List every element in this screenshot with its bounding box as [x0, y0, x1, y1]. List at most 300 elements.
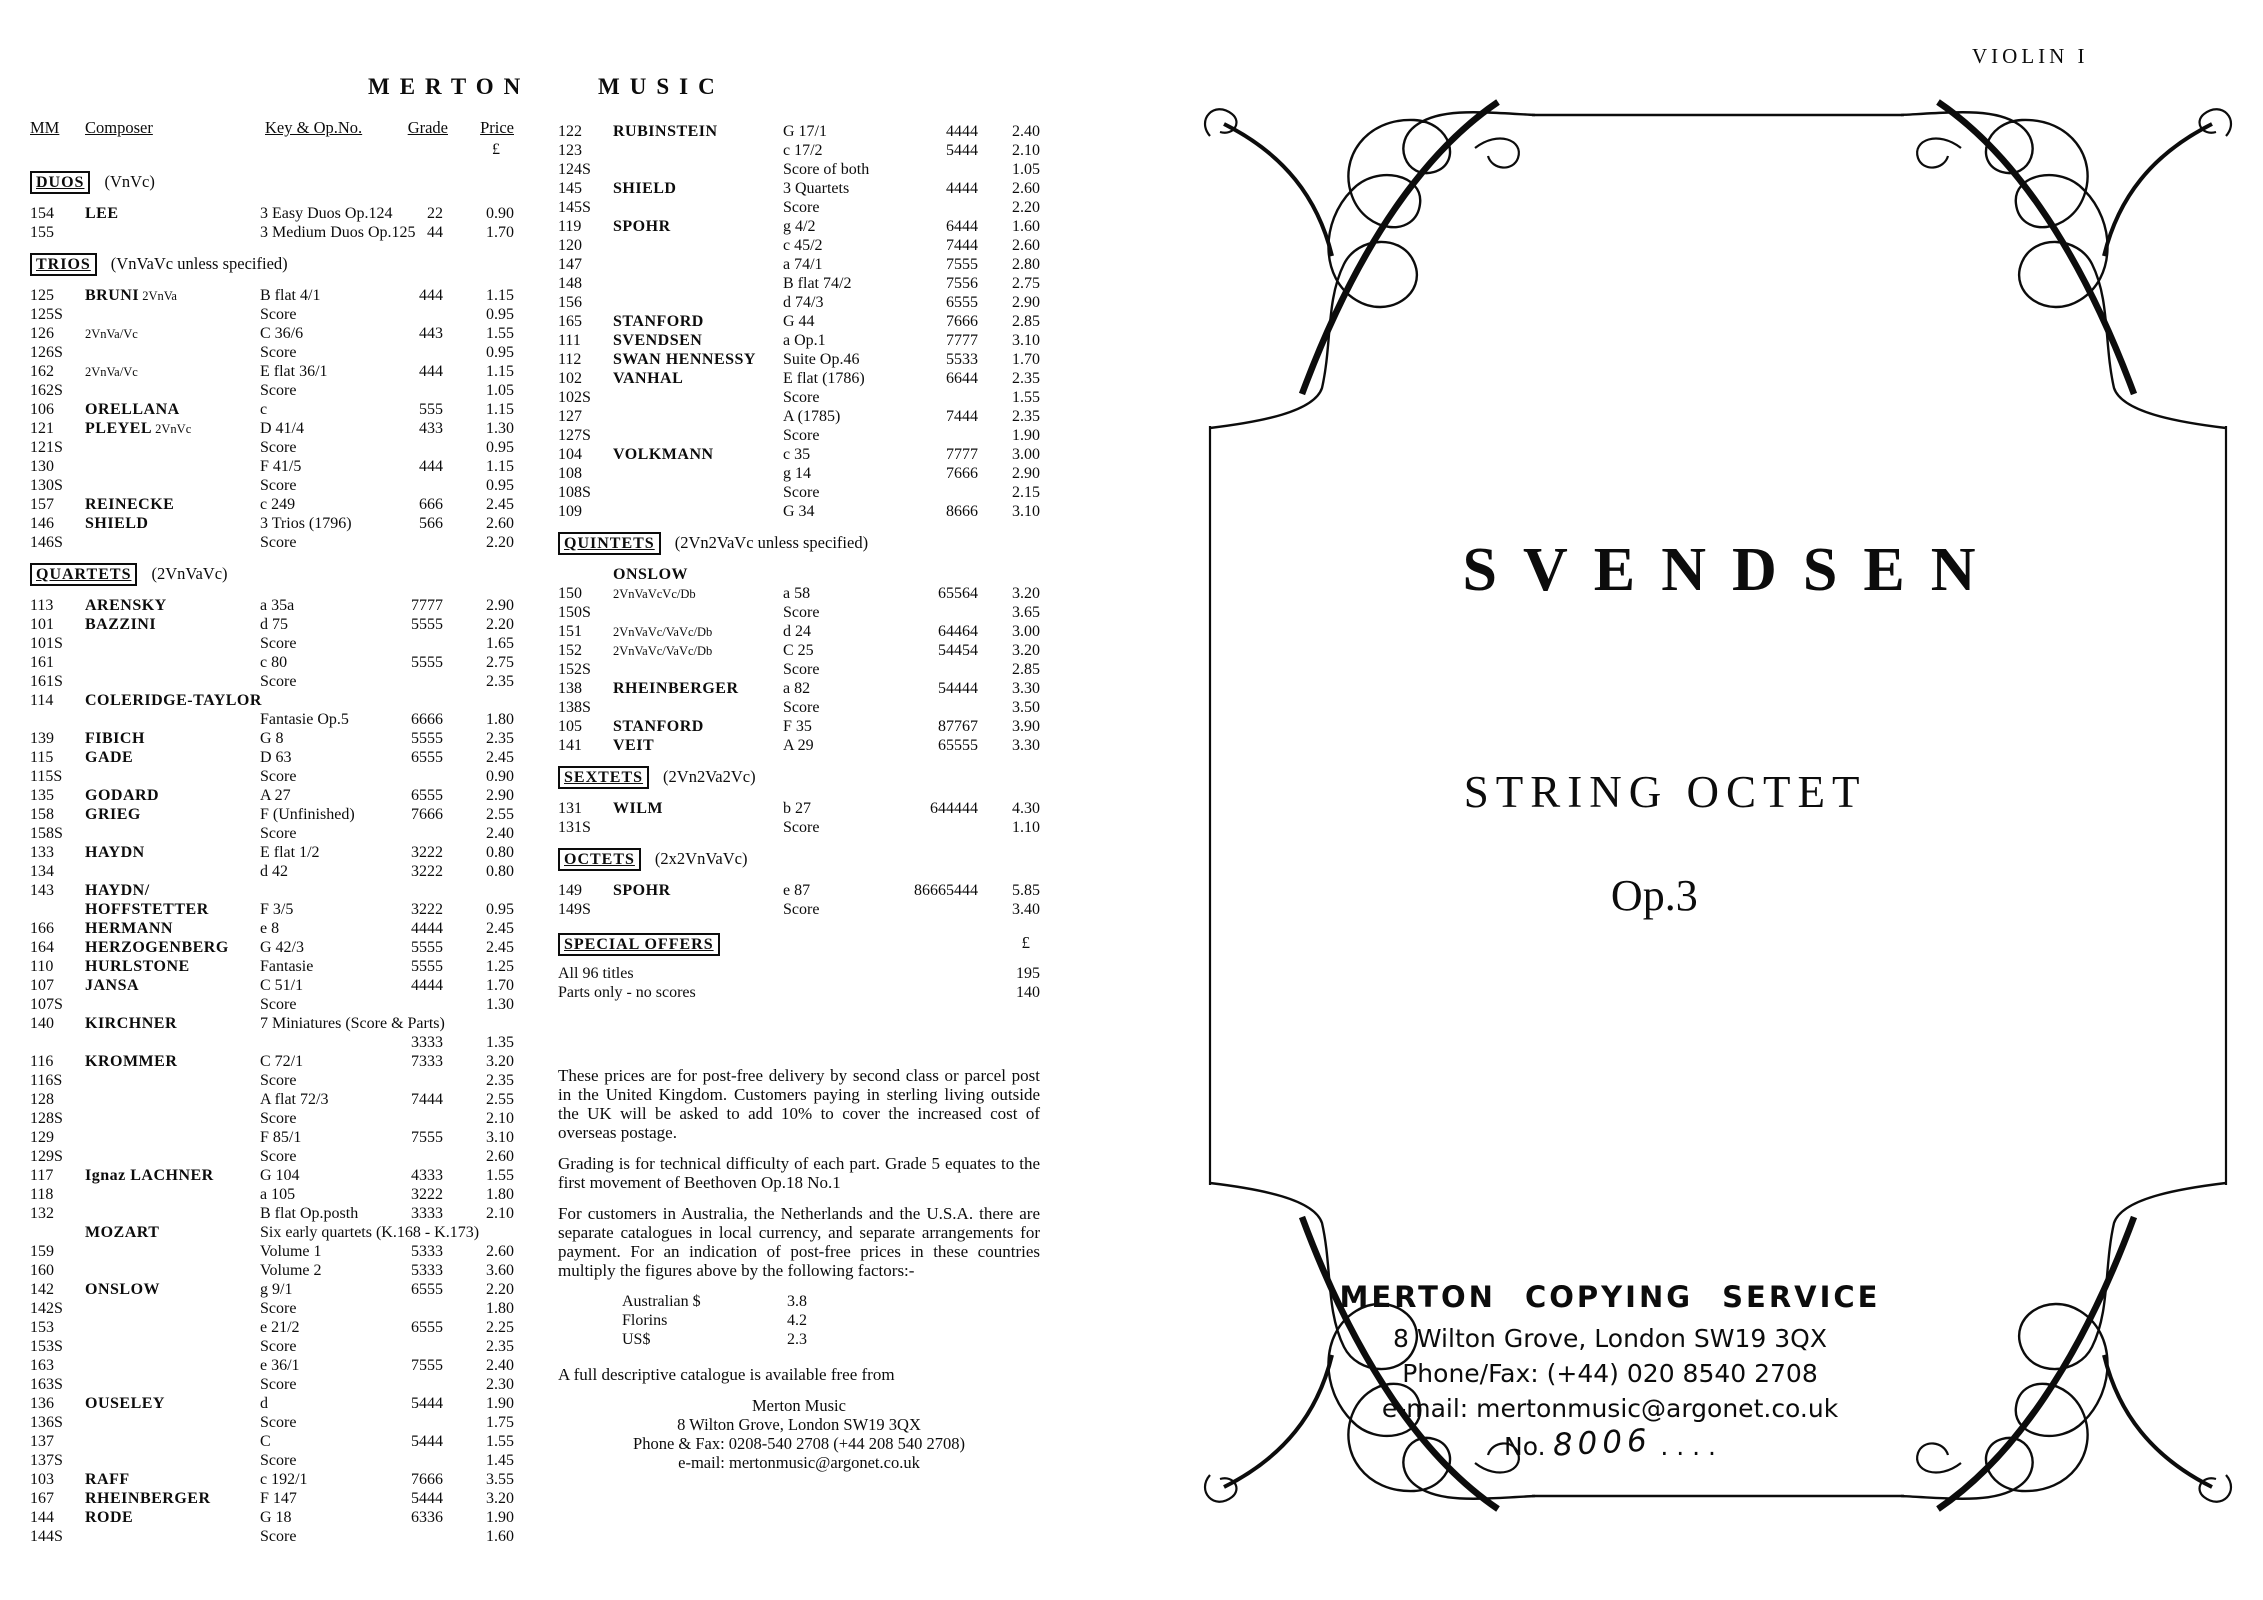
price-cell: 1.55 — [486, 1167, 514, 1184]
key-cell: D 41/4 — [260, 420, 304, 437]
grade-cell: 5533 — [946, 351, 978, 368]
key-cell: Score — [783, 389, 820, 406]
mm-cell: 117 — [30, 1167, 54, 1184]
publisher-phone: Phone & Fax: 0208-540 2708 (+44 208 540 2708) — [633, 1434, 965, 1453]
composer-cell: HERZOGENBERG — [85, 939, 229, 956]
price-cell: 2.20 — [1012, 199, 1040, 216]
grade-cell: 65555 — [938, 737, 978, 754]
key-cell: Fantasie — [260, 958, 314, 975]
table-row — [30, 1033, 514, 1052]
key-cell: g 4/2 — [783, 218, 816, 235]
table-row — [30, 938, 514, 957]
key-cell: e 87 — [783, 882, 811, 899]
grade-cell: 433 — [419, 420, 443, 437]
price-cell: 2.75 — [1012, 275, 1040, 292]
table-row — [558, 900, 1040, 919]
composer-cell: LEE — [85, 205, 119, 222]
table-row — [30, 1318, 514, 1337]
price-cell: 1.45 — [486, 1452, 514, 1469]
grade-cell: 6555 — [411, 787, 443, 804]
grade-cell: 5444 — [946, 142, 978, 159]
composer-cell: ORELLANA — [85, 401, 180, 418]
grade-cell: 5555 — [411, 958, 443, 975]
price-cell: 0.80 — [486, 863, 514, 880]
price-cell: 2.20 — [486, 616, 514, 633]
key-cell: a Op.1 — [783, 332, 826, 349]
table-row — [30, 419, 514, 438]
mm-cell — [30, 900, 85, 919]
key-cell: A 27 — [260, 787, 291, 804]
key-cell: Score — [260, 477, 297, 494]
composer-cell: 2VnVa/Vc — [85, 327, 138, 341]
composer-cell: SVENDSEN — [613, 332, 703, 349]
table-row — [558, 217, 1040, 236]
mm-cell: 154 — [30, 205, 54, 222]
table-row — [558, 331, 1040, 350]
grade-cell — [393, 672, 443, 691]
price-cell: 2.75 — [486, 654, 514, 671]
composer-cell: RAFF — [85, 1471, 130, 1488]
mm-cell: 136S — [30, 1414, 63, 1431]
grade-cell: 54454 — [938, 642, 978, 659]
composer-cell — [613, 464, 783, 483]
key-cell: E flat 1/2 — [260, 844, 320, 861]
grade-cell — [913, 160, 978, 179]
grade-cell: 87767 — [938, 718, 978, 735]
table-row — [558, 160, 1040, 179]
section-header-duos — [30, 171, 514, 195]
key-cell: Score — [260, 344, 297, 361]
composer-cell — [85, 995, 260, 1014]
key-cell: G 42/3 — [260, 939, 304, 956]
key-cell: Score — [260, 439, 297, 456]
section-header-quintets — [558, 532, 1040, 556]
key-cell: a 82 — [783, 680, 811, 697]
mm-cell: 125S — [30, 306, 63, 323]
price-cell — [443, 1223, 514, 1242]
table-row — [558, 622, 1040, 641]
section-title-quartets: QUARTETS — [30, 563, 137, 586]
mm-cell: 151 — [558, 623, 582, 640]
mm-cell: 137 — [30, 1433, 54, 1450]
composer-cell — [613, 900, 783, 919]
composer-cell — [85, 1375, 260, 1394]
table-row — [558, 641, 1040, 660]
composer-cell: SHIELD — [85, 515, 149, 532]
mm-cell: 162 — [30, 363, 54, 380]
price-cell: 1.70 — [1012, 351, 1040, 368]
value-cell: 195 — [1016, 965, 1040, 982]
key-cell: Score — [260, 1376, 297, 1393]
mm-cell: 135 — [30, 787, 54, 804]
composer-cell: REINECKE — [85, 496, 175, 513]
price-cell: 2.35 — [486, 1338, 514, 1355]
grade-cell — [393, 1451, 443, 1470]
copying-service-email: e-mail: mertonmusic@argonet.co.uk — [1381, 1394, 1839, 1423]
price-cell: 1.30 — [486, 996, 514, 1013]
composer-cell — [85, 710, 260, 729]
mm-cell: 149S — [558, 901, 591, 918]
composer-cell: RODE — [85, 1509, 134, 1526]
key-cell: Score — [260, 768, 297, 785]
grade-cell — [393, 381, 443, 400]
composer-cell: WILM — [613, 800, 663, 817]
key-cell: G 8 — [260, 730, 284, 747]
composer-cell — [85, 1451, 260, 1470]
mm-cell: 105 — [558, 718, 582, 735]
composer-cell: SHIELD — [613, 180, 677, 197]
composer-cell — [85, 1128, 260, 1147]
mm-cell: 158S — [30, 825, 63, 842]
key-cell: B flat 74/2 — [783, 275, 852, 292]
table-row — [30, 634, 514, 653]
table-row — [30, 672, 514, 691]
table-row — [30, 900, 514, 919]
table-row — [558, 736, 1040, 755]
composer-cell: Ignaz LACHNER — [85, 1167, 214, 1184]
table-row — [558, 964, 1040, 983]
price-cell: 2.90 — [486, 787, 514, 804]
mm-cell: 143 — [30, 882, 54, 899]
section-subtitle-sextets: (2Vn2Va2Vc) — [663, 767, 756, 786]
price-cell: 2.60 — [1012, 180, 1040, 197]
section-header-octets — [558, 848, 1040, 872]
key-cell: B flat Op.posth — [260, 1205, 359, 1222]
table-row — [30, 786, 514, 805]
table-row — [558, 565, 1040, 584]
composer-cell — [85, 1527, 260, 1546]
key-cell: G 34 — [783, 503, 815, 520]
table-row — [30, 710, 514, 729]
mm-cell: 110 — [30, 958, 54, 975]
table-row — [30, 381, 514, 400]
table-row — [30, 881, 514, 900]
grade-cell — [393, 1109, 443, 1128]
price-cell: 1.60 — [486, 1528, 514, 1545]
grade-cell — [913, 900, 978, 919]
grade-cell: 5333 — [411, 1262, 443, 1279]
table-row — [30, 995, 514, 1014]
mm-cell: 131 — [558, 800, 582, 817]
grade-cell: 7555 — [411, 1357, 443, 1374]
key-cell: Score — [260, 1414, 297, 1431]
mm-cell: 113 — [30, 597, 54, 614]
price-cell: 2.55 — [486, 806, 514, 823]
price-cell: 1.30 — [486, 420, 514, 437]
composer-cell — [85, 1071, 260, 1090]
mm-cell: 109 — [558, 503, 582, 520]
table-row — [30, 343, 514, 362]
mm-cell: 130S — [30, 477, 63, 494]
composer-cell — [85, 343, 260, 362]
composer-cell: 2VnVaVc/VaVc/Db — [613, 625, 713, 639]
composer-cell — [85, 862, 260, 881]
label-cell: US$ — [622, 1331, 651, 1348]
grade-cell: 6555 — [411, 749, 443, 766]
key-cell: F 35 — [783, 718, 812, 735]
composer-cell — [85, 1242, 260, 1261]
key-cell: G 104 — [260, 1167, 300, 1184]
grade-cell: 5555 — [411, 730, 443, 747]
price-cell: 0.95 — [486, 344, 514, 361]
price-cell: 2.35 — [486, 730, 514, 747]
grade-cell: 3222 — [411, 863, 443, 880]
grade-cell: 22 — [427, 205, 443, 222]
mm-cell: 165 — [558, 313, 582, 330]
key-cell: e 36/1 — [260, 1357, 300, 1374]
section-title-special-offers: SPECIAL OFFERS — [558, 933, 720, 956]
table-row — [558, 388, 1040, 407]
composer-cell — [613, 483, 783, 502]
composer-cell: MOZART — [85, 1224, 160, 1241]
table-row — [30, 514, 514, 533]
table-row — [30, 1090, 514, 1109]
mm-cell: 127 — [558, 408, 582, 425]
section-title-quintets: QUINTETS — [558, 532, 661, 555]
table-row — [558, 293, 1040, 312]
key-cell: F 85/1 — [260, 1129, 302, 1146]
grade-cell: 644444 — [930, 800, 978, 817]
grade-cell: 5555 — [411, 616, 443, 633]
composer-cell — [613, 160, 783, 179]
price-cell — [443, 1014, 514, 1033]
grade-cell: 7777 — [946, 332, 978, 349]
catalogue-column-1 — [30, 118, 514, 1546]
notes-block — [558, 1066, 1040, 1280]
table-row — [30, 305, 514, 324]
composer-cell — [613, 274, 783, 293]
grade-cell — [393, 438, 443, 457]
key-cell: G 17/1 — [783, 123, 827, 140]
key-cell: c 249 — [260, 496, 296, 513]
table-row — [558, 584, 1040, 603]
price-cell: 0.95 — [486, 439, 514, 456]
price-cell: 0.95 — [486, 306, 514, 323]
grade-cell — [393, 691, 443, 710]
table-row — [30, 362, 514, 381]
mm-cell: 160 — [30, 1262, 54, 1279]
table-row — [30, 957, 514, 976]
table-row — [30, 476, 514, 495]
table-row — [558, 312, 1040, 331]
key-cell: b 27 — [783, 800, 811, 817]
key-cell: Score — [260, 534, 297, 551]
note-postage: These prices are for post-free delivery by second class or parcel post in the United Kingdom. Customers paying in sterling living outside the UK will be asked to add 10% to cover the increased cost of overseas postage. — [558, 1066, 1040, 1142]
price-cell: 1.05 — [1012, 161, 1040, 178]
grade-cell — [393, 1527, 443, 1546]
mm-cell: 158 — [30, 806, 54, 823]
mm-cell: 121S — [30, 439, 63, 456]
composer-cell — [613, 407, 783, 426]
mm-cell: 140 — [30, 1015, 54, 1032]
value-cell: 140 — [1016, 984, 1040, 1001]
grade-cell — [913, 818, 978, 837]
label-cell: Florins — [622, 1312, 668, 1329]
mm-cell: 167 — [30, 1490, 54, 1507]
table-row — [30, 1356, 514, 1375]
key-cell: E flat 36/1 — [260, 363, 328, 380]
table-row — [30, 976, 514, 995]
grade-cell: 443 — [419, 325, 443, 342]
table-row — [30, 457, 514, 476]
key-cell: Volume 1 — [260, 1243, 322, 1260]
grade-cell: 6555 — [946, 294, 978, 311]
table-row — [558, 236, 1040, 255]
table-row — [558, 141, 1040, 160]
price-cell: 3.20 — [486, 1053, 514, 1070]
mm-cell: 115 — [30, 749, 54, 766]
table-row — [30, 615, 514, 634]
key-cell: d 42 — [260, 863, 288, 880]
composer-cell — [85, 1432, 260, 1451]
mm-cell: 119 — [558, 218, 582, 235]
price-cell: 2.35 — [1012, 408, 1040, 425]
quartets-rows — [30, 596, 514, 1546]
key-cell: Score — [783, 427, 820, 444]
table-row — [558, 983, 1040, 1002]
mm-cell: 124S — [558, 161, 591, 178]
grade-cell — [393, 995, 443, 1014]
composer-cell: RHEINBERGER — [613, 680, 739, 697]
composer-cell — [613, 603, 783, 622]
part-label: VIOLIN I — [1972, 44, 2089, 68]
grade-cell: 444 — [419, 458, 443, 475]
table-row — [30, 1432, 514, 1451]
grade-cell: 5444 — [411, 1433, 443, 1450]
table-row — [558, 603, 1040, 622]
price-cell: 2.25 — [486, 1319, 514, 1336]
composer-cell: JANSA — [85, 977, 140, 994]
price-cell: 3.20 — [486, 1490, 514, 1507]
key-cell: c — [260, 401, 268, 418]
price-cell: 3.10 — [1012, 332, 1040, 349]
table-row — [30, 1470, 514, 1489]
composer-cell — [85, 634, 260, 653]
table-row — [558, 1311, 1040, 1330]
composer-cell: PLEYEL 2VnVc — [85, 420, 192, 437]
grade-cell — [393, 1071, 443, 1090]
key-cell — [783, 565, 913, 584]
price-cell: 2.60 — [1012, 237, 1040, 254]
price-cell: 2.10 — [486, 1205, 514, 1222]
mm-cell: 142 — [30, 1281, 54, 1298]
key-cell — [260, 881, 393, 900]
publisher-address-block — [558, 1396, 1040, 1472]
mm-cell: 112 — [558, 351, 582, 368]
key-cell — [260, 691, 393, 710]
key-cell: C 51/1 — [260, 977, 304, 994]
composer-cell: BRUNI 2VnVa — [85, 287, 177, 304]
composer-cell — [85, 457, 260, 476]
key-cell: 3 Easy Duos Op.124 — [260, 205, 393, 222]
mm-cell: 108S — [558, 484, 591, 501]
key-cell: B flat 4/1 — [260, 287, 321, 304]
column-header-grade: Grade — [407, 118, 448, 137]
key-cell: a 74/1 — [783, 256, 823, 273]
grade-cell: 7555 — [411, 1129, 443, 1146]
composer-cell — [85, 1185, 260, 1204]
catalogue-column-headers — [30, 118, 514, 140]
composer-cell — [85, 1413, 260, 1432]
grade-cell: 7777 — [946, 446, 978, 463]
price-cell — [443, 881, 514, 900]
quartets-continued-rows — [558, 122, 1040, 521]
key-cell: Volume 2 — [260, 1262, 322, 1279]
composer-cell — [85, 1147, 260, 1166]
price-cell: 1.75 — [486, 1414, 514, 1431]
composer-cell — [613, 141, 783, 160]
composer-cell: HERMANN — [85, 920, 173, 937]
price-cell: 2.40 — [486, 825, 514, 842]
table-row — [30, 286, 514, 305]
composer-cell: HURLSTONE — [85, 958, 190, 975]
price-cell: 1.55 — [1012, 389, 1040, 406]
mm-cell: 133 — [30, 844, 54, 861]
special-offers-currency-symbol: £ — [1021, 933, 1030, 952]
table-row — [30, 400, 514, 419]
mm-cell: 130 — [30, 458, 54, 475]
key-cell: F 41/5 — [260, 458, 302, 475]
table-row — [30, 1147, 514, 1166]
mm-cell: 116S — [30, 1072, 63, 1089]
mm-cell: 161 — [30, 654, 54, 671]
composer-cell: GRIEG — [85, 806, 141, 823]
mm-cell: 134 — [30, 863, 54, 880]
mm-cell: 126S — [30, 344, 63, 361]
composer-cell: SPOHR — [613, 218, 671, 235]
mm-cell: 153 — [30, 1319, 54, 1336]
price-cell: 3.20 — [1012, 642, 1040, 659]
grade-cell: 54444 — [938, 680, 978, 697]
table-row — [30, 1185, 514, 1204]
grade-cell — [393, 881, 443, 900]
key-cell: Score — [260, 996, 297, 1013]
key-cell: d 75 — [260, 616, 288, 633]
column-header-mm: MM — [30, 118, 60, 137]
publisher-name: Merton Music — [752, 1396, 846, 1415]
copying-service-block — [1180, 1280, 2040, 1464]
table-row — [558, 179, 1040, 198]
price-cell: 2.40 — [486, 1357, 514, 1374]
section-subtitle-trios: (VnVaVc unless specified) — [110, 254, 288, 273]
grade-cell: 7666 — [411, 806, 443, 823]
mm-cell: 144 — [30, 1509, 54, 1526]
mm-cell: 138S — [558, 699, 591, 716]
mm-cell: 131S — [558, 819, 591, 836]
price-cell: 2.30 — [486, 1376, 514, 1393]
composer-cell — [613, 698, 783, 717]
grade-cell: 7777 — [411, 597, 443, 614]
composer-cell — [85, 1204, 260, 1223]
label-cell: All 96 titles — [558, 965, 634, 982]
composer-cell — [613, 236, 783, 255]
table-row — [30, 1071, 514, 1090]
key-cell: a 35a — [260, 597, 295, 614]
table-row — [30, 1451, 514, 1470]
table-row — [558, 369, 1040, 388]
mm-cell: 128S — [30, 1110, 63, 1127]
key-cell: Score — [260, 1338, 297, 1355]
mm-cell: 157 — [30, 496, 54, 513]
composer-cell — [85, 223, 260, 242]
composer-cell — [85, 767, 260, 786]
price-cell: 2.55 — [486, 1091, 514, 1108]
price-cell: 3.65 — [1012, 604, 1040, 621]
grade-cell — [913, 603, 978, 622]
table-row — [30, 1204, 514, 1223]
grade-cell: 5444 — [411, 1490, 443, 1507]
table-row — [30, 495, 514, 514]
